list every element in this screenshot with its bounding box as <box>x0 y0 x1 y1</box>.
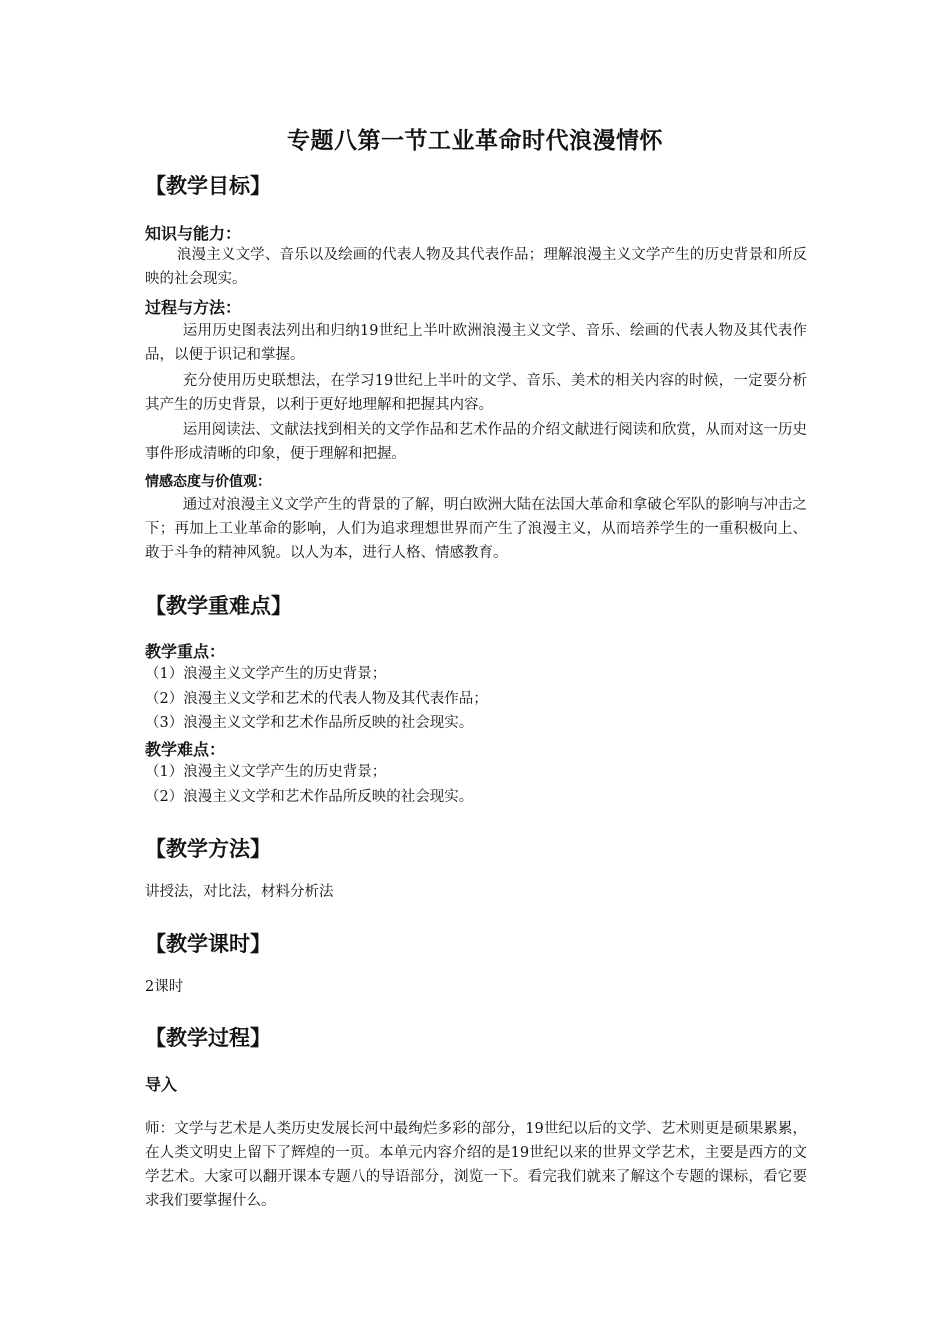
label-teaching-focus: 教学重点： <box>145 642 226 661</box>
text-introduction: 师：文学与艺术是人类历史发展长河中最绚烂多彩的部分，19世纪以后的文学、艺术则更是硕果累累，在人类文明史上留下了辉煌的一页。本单元内容介绍的是19世纪以来的世界文学艺术，主要是西方的文学艺术。大家可以翻开课本专题八的导语部分，浏览一下。看完我们就来了解这个专题的课标，看它要求我们要掌握什么。 <box>145 1121 807 1209</box>
text-process-method-1: 运用历史图表法列出和归纳19世纪上半叶欧洲浪漫主义文学、音乐、绘画的代表人物及其代表作品，以便于识记和掌握。 <box>145 323 807 363</box>
difficulty-item: （1）浪漫主义文学产生的历史背景； <box>145 764 387 780</box>
heading-teaching-process: 【教学过程】 <box>145 1026 271 1050</box>
text-emotion-values: 通过对浪漫主义文学产生的背景的了解，明白欧洲大陆在法国大革命和拿破仑军队的影响与冲击之下；再加上工业革命的影响，人们为追求理想世界而产生了浪漫主义，从而培养学生的一重积极向上、敢于斗争的精神风貌。以人为本，进行人格、情感教育。 <box>145 497 807 561</box>
label-process-method: 过程与方法： <box>145 298 242 317</box>
heading-key-difficult-points: 【教学重难点】 <box>145 594 292 618</box>
label-knowledge-ability: 知识与能力： <box>145 224 242 243</box>
text-process-method-2: 充分使用历史联想法，在学习19世纪上半叶的文学、音乐、美术的相关内容的时候，一定要分析其产生的历史背景，以利于更好地理解和把握其内容。 <box>145 373 807 413</box>
focus-item: （2）浪漫主义文学和艺术的代表人物及其代表作品； <box>145 691 488 707</box>
heading-teaching-methods: 【教学方法】 <box>145 837 271 861</box>
text-teaching-hours: 2课时 <box>145 979 184 995</box>
text-knowledge-ability: 浪漫主义文学、音乐以及绘画的代表人物及其代表作品；理解浪漫主义文学产生的历史背景和所反映的社会现实。 <box>145 247 807 287</box>
label-introduction: 导入 <box>145 1075 178 1094</box>
label-emotion-values: 情感态度与价值观： <box>145 474 271 490</box>
difficulty-item: （2）浪漫主义文学和艺术作品所反映的社会现实。 <box>145 789 474 805</box>
heading-teaching-goals: 【教学目标】 <box>145 174 271 198</box>
focus-item: （1）浪漫主义文学产生的历史背景； <box>145 666 387 682</box>
label-teaching-difficulty: 教学难点： <box>145 740 226 759</box>
focus-item: （3）浪漫主义文学和艺术作品所反映的社会现实。 <box>145 715 474 731</box>
heading-teaching-hours: 【教学课时】 <box>145 932 271 956</box>
text-process-method-3: 运用阅读法、文献法找到相关的文学作品和艺术作品的介绍文献进行阅读和欣赏，从而对这一历史事件形成清晰的印象，便于理解和把握。 <box>145 422 807 462</box>
document-title: 专题八第一节工业革命时代浪漫情怀 <box>287 128 663 154</box>
text-teaching-methods: 讲授法，对比法，材料分析法 <box>145 884 334 900</box>
